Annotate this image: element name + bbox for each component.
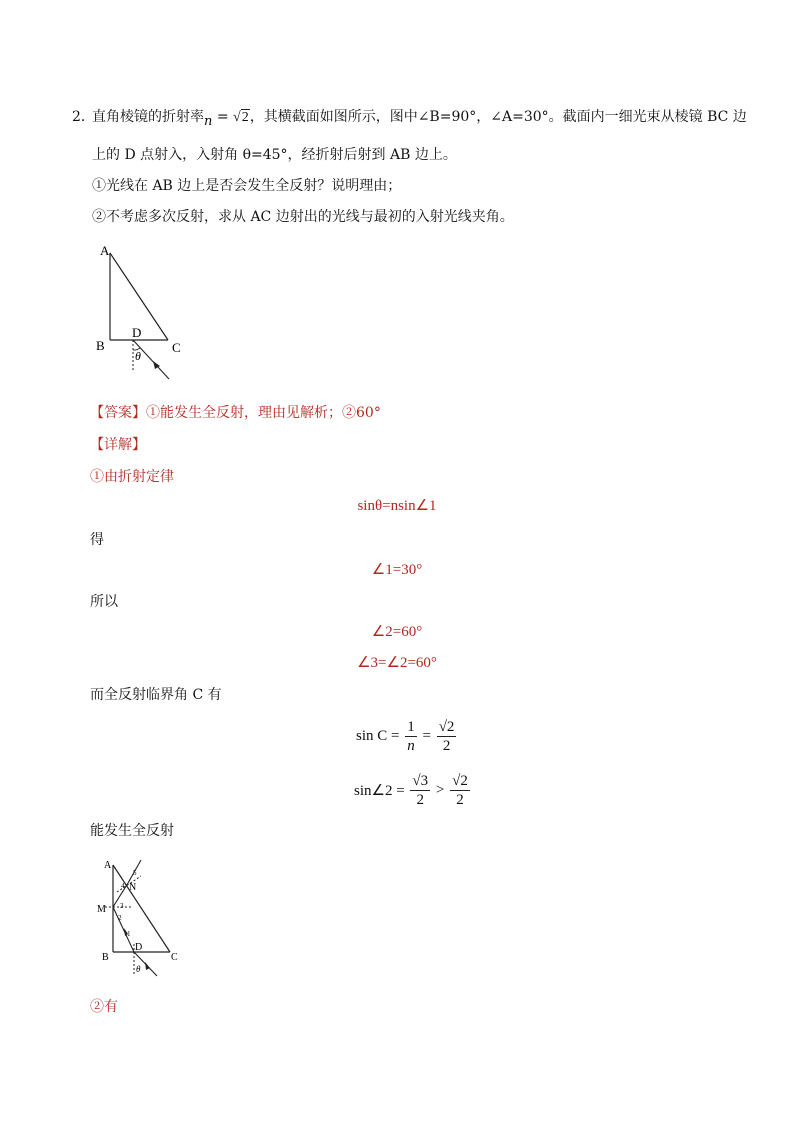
conclusion-text: 能发生全反射 [90,823,174,839]
detail-step-1: ①由折射定律 [90,469,174,485]
label-angle-3: 3 [120,902,124,910]
label-d: D [132,325,142,340]
label-theta: θ [135,349,141,363]
frac-den: n [407,738,415,754]
question-1: ①光线在 AB 边上是否会发生全反射？说明理由； [92,178,402,194]
problem-line-1 [92,106,747,129]
label-theta: θ [136,964,141,974]
formula-angle2: ∠2=60° [371,624,423,640]
sqrt2-radicand: 2 [241,110,249,125]
text-suoyi: 所以 [90,594,118,610]
formula-sinC [356,718,458,755]
frac-num: √2 [438,719,455,735]
detail-heading: 【详解】 [90,437,146,453]
fraction-1-over-n [405,718,417,755]
sqrt2: √2 [233,110,249,125]
answer-text: 【答案】①能发生全反射，理由见解析；②60° [90,405,381,421]
label-m: M [97,904,106,915]
frac-num: √3 [412,773,429,789]
label-b: B [102,952,109,963]
fraction-sqrt3-over-2 [410,772,430,809]
label-n: N [129,882,137,893]
problem-number: 2． [72,109,95,125]
frac-den: 2 [416,792,425,808]
label-b: B [96,338,105,353]
triangle-figure-2 [95,850,190,980]
problem-line-2: 上的 D 点射入，入射角 θ=45°，经折射后射到 AB 边上。 [92,147,457,163]
frac-den: 2 [456,792,464,808]
frac-den: 2 [442,738,451,754]
formula-sin-angle2 [354,772,472,809]
incident-arrow [145,962,150,970]
label-angle-1: 1 [127,930,131,938]
critical-angle-text: 而全反射临界角 C 有 [90,687,222,703]
formula-angle1: ∠1=30° [371,562,423,578]
detail-step-2: ②有 [90,999,118,1015]
formula-angle3: ∠3=∠2=60° [357,655,437,671]
label-angle-4: 4 [121,882,125,890]
question-2: ②不考虑多次反射，求从 AC 边射出的光线与最初的入射光线夹角。 [92,209,514,225]
label-a: A [100,243,110,258]
label-c: C [172,340,181,355]
frac-num: √2 [452,773,468,789]
label-angle-5: 5 [133,869,137,877]
label-d: D [135,942,143,953]
label-a: A [104,860,112,871]
sinC-eq: = [418,728,435,744]
equals-sign: = [212,109,234,125]
sinC-lhs: sin C = [356,728,404,744]
fraction-sqrt2-over-2 [437,718,457,755]
text-de: 得 [90,532,104,548]
sin2-lhs: sin∠2 = [354,783,409,799]
fraction-sqrt2-over-2 [450,772,470,809]
triangle-figure-1 [90,240,190,385]
n-symbol: n [204,114,213,129]
label-angle-2: 2 [118,914,122,922]
problem-line1-pre: 直角棱镜的折射率 [92,109,204,125]
problem-line1-post: ，其横截面如图所示，图中∠B=90°，∠A=30°。截面内一细光束从棱镜 BC 边 [249,109,747,125]
formula-snell: sinθ=nsin∠1 [357,498,437,514]
label-c: C [171,952,178,963]
greater-than: > [432,782,449,798]
refracted-ray [113,907,134,952]
frac-num: 1 [407,719,415,735]
